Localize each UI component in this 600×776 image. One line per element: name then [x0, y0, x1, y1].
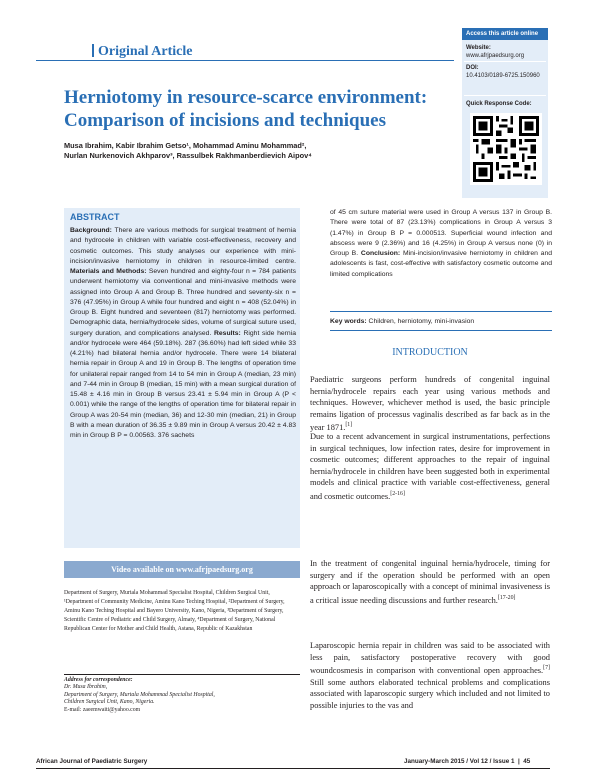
- citation-link[interactable]: [2-16]: [390, 490, 405, 497]
- access-header: Access this article online: [462, 28, 548, 40]
- citation-link[interactable]: [1]: [345, 422, 353, 429]
- journal-name: African Journal of Paediatric Surgery: [36, 758, 148, 765]
- doi-label: DOI:: [466, 65, 479, 71]
- qr-code-icon: [470, 113, 542, 185]
- intro-paragraph: In the treatment of congenital inguinal hernia/hydrocele, timing for surgery and if the operation should be performed with an open approach or laparoscopically with a concept of minimal invasiveness is a critical issue needing discussions and further research.[17-20]: [310, 559, 550, 605]
- section-label: Original Article: [92, 44, 192, 60]
- results-label: Results:: [213, 329, 241, 337]
- keywords: Key words: Children, herniotomy, mini-invasion: [330, 318, 475, 325]
- video-link[interactable]: Video available on www.afrjpaedsurg.org: [64, 561, 300, 578]
- author-list: [64, 141, 454, 161]
- issue-info: January-March 2015 / Vol 12 / Issue 1 | 45: [404, 758, 531, 765]
- keywords-rule: [330, 330, 552, 331]
- author-line: Musa Ibrahim, Kabir Ibrahim Getso¹, Mohammad Aminu Mohammad²,: [64, 141, 307, 150]
- qr-label: Quick Response Code:: [466, 101, 532, 107]
- correspondence-line: Department of Surgery, Murtala Mohammad Specialist Hospital,: [64, 691, 215, 698]
- footer-rule: [36, 768, 550, 769]
- article-title: [64, 86, 454, 132]
- abstract-continued: of 45 cm suture material were used in Group A versus 137 in Group B. There were total of 87 (23.13%) complications in Group A versus 3 (1.47%) in Group B P = 0.000513. Superficial wound infection and abscess were 9 (2.36%) and 16 (4.25%) in Group A versus none (0) in Group B. Conclusion: Mini-incision/invasive herniotomy in children and adolescents is fast, cost-effective with satisfactory cosmetic outcome and limited complications: [330, 209, 553, 278]
- access-divider: [464, 61, 546, 62]
- correspondence-label: Address for correspondence:: [64, 677, 133, 683]
- correspondence-email[interactable]: E-mail: zaeemwaiti@yahoo.com: [64, 706, 141, 713]
- introduction-heading: INTRODUCTION: [392, 347, 468, 358]
- website-label: Website:: [466, 45, 491, 51]
- keywords-rule: [330, 311, 552, 312]
- affiliation-rule: [64, 674, 300, 675]
- website-link[interactable]: www.afrjpaedsurg.org: [466, 53, 525, 59]
- doi-value[interactable]: 10.4103/0189-6725.150960: [466, 73, 540, 79]
- title-line: Herniotomy in resource-scarce environment:: [64, 87, 428, 108]
- methods-label: Materials and Methods:: [70, 268, 147, 275]
- background-label: Background:: [70, 227, 112, 234]
- abstract-body: Background: There are various methods for surgical treatment of hernia and hydrocele in children with variable cost-effectiveness, recovery and cosmetic outcomes. This study analyses our experience with mini-incision/invasive herniotomy in children in resource-limited centre. Materials and Methods: Seven hundred and eighty-four n = 784 patients underwent herniotomy via conventional and mini-invasive methods were assigned into Group A and Group B. Three hundred and seventy-six n = 376 (47.95%) in Group A while four hundred and eight n = 408 (52.04%) in Group B. Eight hundred and seventeen (817) herniotomy was performed. Demographic data, hernia/hydrocele sides, volume of surgical suture used, surgery duration, and complications analysed. Results: Right side hernia and/or hydrocele were 464 (59.18%). 287 (36.60%) had left sided while 33 (4.21%) had bilateral hernia and/or hydrocele. There were 14 bilateral hernia repair in Group A and 19 in Group B. The lengths of operation time for unilateral repair ranged from 14 to 54 min in Group A (median, 23 min) and 7-44 min in Group B (median, 15 min) with a mean surgical duration of 15.48 ± 4.16 min in Group B versus 23.41 ± 5.94 min in Group A (P < 0.001) while the range of the lengths of operation time for bilateral repair in Group A was 20-54 min (median, 36) and 12-30 min (median, 21) in Group B with a mean duration of 36.35 ± 9.89 min in Group A versus 20.42 ± 4.83 min in Group B P = 0.00563. 376 sachets: [70, 227, 296, 439]
- intro-paragraph: Due to a recent advancement in surgical instrumentations, perfections in surgical techniques, low infection rates, desire for improvement in cosmetic outcomes; different approaches to the repair of inguinal hernia/hydrocele in children have been suggested both in experimental models and clinical practice with variable cost-effectiveness, general and cosmetic outcomes.[2-16]: [310, 432, 550, 501]
- intro-paragraph: Laparoscopic hernia repair in children was said to be associated with less pain, satisfactory postoperative recovery with good woundcosmesis in comparison with conventional open approaches.[7] Still some authors elaborated technical problems and complications associated with laparoscopic surgery which included and not limited to possible injuries to the vas and: [310, 641, 550, 710]
- abstract-heading: ABSTRACT: [70, 212, 120, 222]
- correspondence-line: Children Surgical Unit, Kano, Nigeria.: [64, 699, 155, 706]
- author-line: Nurlan Nurkenovich Akhparov³, Rassulbek Rakhmanberdievich Aipov⁴: [64, 151, 312, 160]
- correspondence-name: Dr. Musa Ibrahim,: [64, 684, 108, 691]
- citation-link[interactable]: [17-20]: [497, 594, 516, 601]
- affiliations: Department of Surgery, Murtala Mohammad Specialist Hospital, Children Surgical Unit, ¹Department of Community Medicine, Aminu Kano Teching Hospital, ²Department of Surgery, Aminu Kano Teching Hospital and Bayero University, Kano, Nigeria, ³Department of Surgery, Scientific Centre of Pediatric and Child Surgery, Almaty, ⁴Department of Surgery, National Republican Center for Mother and Child Health, Astana, Republic of Kazakhstan: [64, 590, 285, 633]
- title-line: Comparison of incisions and techniques: [64, 110, 387, 131]
- access-divider: [464, 95, 546, 96]
- conclusion-label: Conclusion:: [360, 250, 401, 257]
- intro-paragraph: Paediatric surgeons perform hundreds of congenital inguinal hernia/hydrocele repairs each year using various methods and techniques. However, whichever method is used, the basic principle remains ligation of processus vaginalis described as far back as in the year 1871.[1]: [310, 375, 550, 433]
- page-number: 45: [523, 758, 531, 765]
- correspondence: [64, 677, 300, 714]
- top-rule: [36, 60, 454, 61]
- citation-link[interactable]: [7]: [543, 665, 550, 672]
